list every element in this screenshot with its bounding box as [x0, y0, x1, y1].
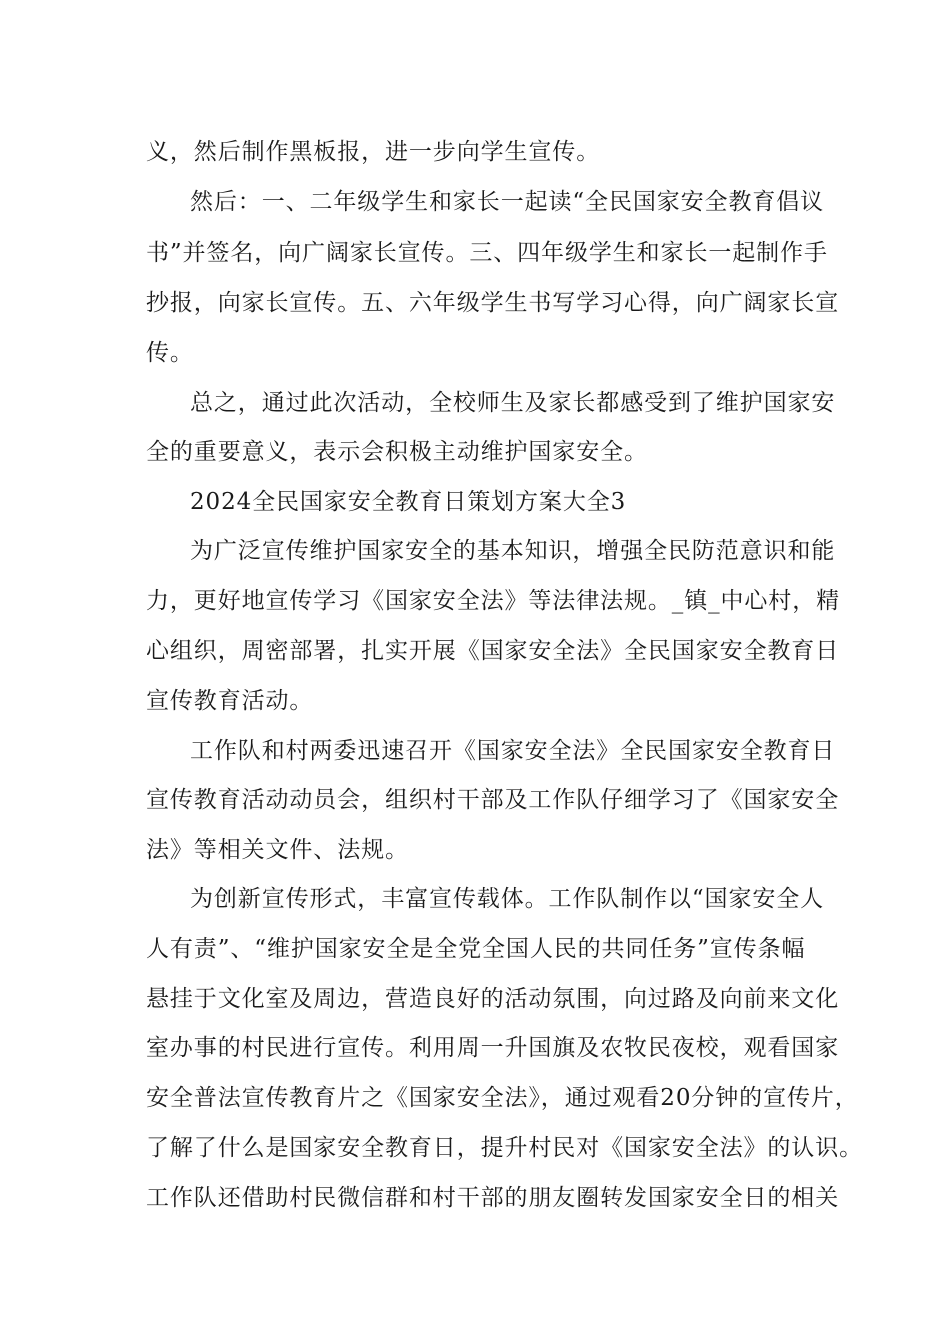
body-text-line: 法》等相关文件、法规。 [146, 837, 409, 863]
body-text-line: 心组织，周密部署，扎实开展《国家安全法》全民国家安全教育日 [146, 638, 840, 664]
body-text-line: 义，然后制作黑板报，进一步向学生宣传。 [146, 139, 601, 165]
body-text-line: 工作队还借助村民微信群和村干部的朋友圈转发国家安全日的相关 [146, 1185, 840, 1211]
body-text-line: 书”并签名，向广阔家长宣传。三、四年级学生和家长一起制作手 [146, 240, 828, 266]
body-text-line: 人有责”、“维护国家安全是全党全国人民的共同任务”宣传条幅 [146, 936, 806, 962]
paragraph-first-line: 工作队和村两委迅速召开《国家安全法》全民国家安全教育日 [190, 738, 836, 764]
body-text-line: 传。 [146, 340, 194, 366]
body-text-line: 抄报，向家长宣传。五、六年级学生书写学习心得，向广阔家长宣 [146, 290, 840, 316]
body-text-line: 宣传教育活动。 [146, 688, 314, 714]
paragraph-first-line: 为广泛宣传维护国家安全的基本知识，增强全民防范意识和能 [190, 538, 836, 564]
paragraph-first-line: 然后：一、二年级学生和家长一起读“全民国家安全教育倡议 [190, 189, 825, 215]
body-text-line: 全的重要意义，表示会积极主动维护国家安全。 [146, 439, 648, 465]
body-text-line: 悬挂于文化室及周边，营造良好的活动氛围，向过路及向前来文化 [146, 986, 840, 1012]
body-text-line: 安全普法宣传教育片之《国家安全法》，通过观看20分钟的宣传片， [146, 1085, 859, 1111]
paragraph-first-line: 总之，通过此次活动，全校师生及家长都感受到了维护国家安 [190, 390, 836, 416]
body-text-line: 室办事的村民进行宣传。利用周一升国旗及农牧民夜校，观看国家 [146, 1035, 840, 1061]
body-text-line: 力，更好地宣传学习《国家安全法》等法律法规。_镇_中心村，精 [146, 588, 840, 614]
body-text-line: 了解了什么是国家安全教育日，提升村民对《国家安全法》的认识。 [146, 1135, 863, 1161]
section-heading: 2024全民国家安全教育日策划方案大全3 [190, 489, 627, 515]
paragraph-first-line: 为创新宣传形式，丰富宣传载体。工作队制作以“国家安全人 [190, 886, 825, 912]
body-text-line: 宣传教育活动动员会，组织村干部及工作队仔细学习了《国家安全 [146, 787, 840, 813]
